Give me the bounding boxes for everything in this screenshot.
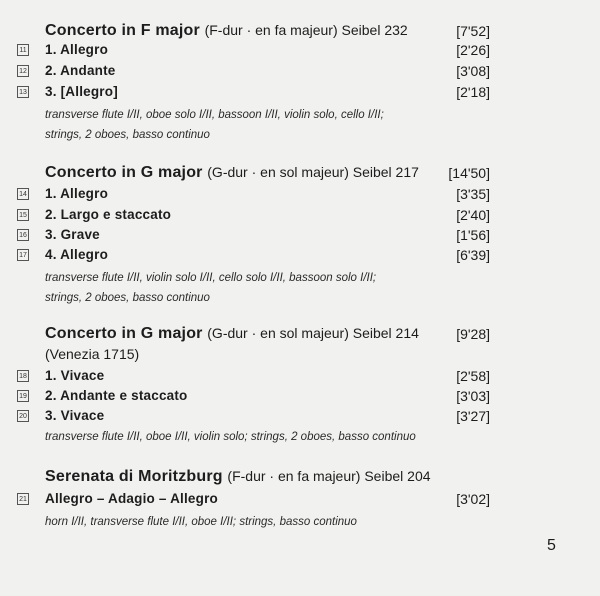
track-time: [3'27]: [456, 408, 490, 424]
instrumentation: [45, 512, 465, 532]
work-subtitle: (Venezia 1715): [45, 346, 140, 362]
track-title: 2. Andante e staccato: [45, 388, 188, 403]
track-row: [0, 367, 600, 387]
work-key-note: (G-dur · en sol majeur) Seibel 217: [207, 164, 419, 180]
track-title: 1. Vivace: [45, 368, 105, 383]
work-title: [45, 325, 419, 343]
work-key-note: (F-dur · en fa majeur) Seibel 204: [227, 468, 431, 484]
track-time: [2'40]: [456, 207, 490, 223]
track-row: [0, 185, 600, 205]
track-number-icon: 13: [17, 86, 29, 98]
work-heading: [0, 164, 600, 186]
instrumentation-line: transverse flute I/II, violin solo I/II, cello solo I/II, bassoon solo I/II;: [45, 272, 377, 284]
instrumentation-line: transverse flute I/II, oboe I/II, violin solo; strings, 2 oboes, basso continuo: [45, 431, 416, 443]
work-key-note: (F-dur · en fa majeur) Seibel 232: [204, 22, 408, 38]
track-time: [3'03]: [456, 388, 490, 404]
work-total-time: [9'28]: [456, 326, 490, 342]
instrumentation: [45, 427, 465, 447]
track-title: 4. Allegro: [45, 247, 109, 262]
track-row: [0, 62, 600, 82]
work-title: [45, 22, 408, 40]
work-title-text: Concerto in G major: [45, 325, 203, 342]
instrumentation: [45, 268, 465, 308]
track-time: [3'35]: [456, 186, 490, 202]
track-row: [0, 246, 600, 266]
track-title: 2. Andante: [45, 63, 116, 78]
instrumentation-line: strings, 2 oboes, basso continuo: [45, 129, 210, 141]
page-number: 5: [547, 537, 556, 554]
instrumentation-line: strings, 2 oboes, basso continuo: [45, 292, 210, 304]
track-title: 2. Largo e staccato: [45, 207, 172, 222]
work-title-text: Concerto in F major: [45, 22, 200, 39]
track-time: [6'39]: [456, 247, 490, 263]
track-time: [2'26]: [456, 42, 490, 58]
track-title: 3. Grave: [45, 227, 100, 242]
track-time: [1'56]: [456, 227, 490, 243]
track-title: Allegro – Adagio – Allegro: [45, 491, 218, 506]
work-title: [45, 468, 431, 486]
track-number-icon: 21: [17, 493, 29, 505]
track-time: [2'18]: [456, 84, 490, 100]
instrumentation: [45, 105, 465, 145]
work-section: [0, 22, 600, 141]
work-section: [0, 325, 600, 443]
instrumentation-line: horn I/II, transverse flute I/II, oboe I/II; strings, basso continuo: [45, 516, 357, 528]
track-number-icon: 11: [17, 44, 29, 56]
track-number-icon: 19: [17, 390, 29, 402]
track-row: [0, 490, 600, 510]
work-heading: [0, 325, 600, 347]
work-section: [0, 164, 600, 304]
track-number-icon: 18: [17, 370, 29, 382]
work-title-text: Concerto in G major: [45, 164, 203, 181]
track-number-icon: 20: [17, 410, 29, 422]
track-row: [0, 41, 600, 61]
track-title: 1. Allegro: [45, 42, 109, 57]
track-title: 3. Vivace: [45, 408, 105, 423]
track-number-icon: 17: [17, 249, 29, 261]
work-title: [45, 164, 419, 182]
track-row: [0, 226, 600, 246]
work-total-time: [14'50]: [448, 165, 490, 181]
work-section: [0, 468, 600, 528]
track-number-icon: 16: [17, 229, 29, 241]
track-time: [3'02]: [456, 491, 490, 507]
work-heading: [0, 468, 600, 490]
track-number-icon: 15: [17, 209, 29, 221]
track-title: 1. Allegro: [45, 186, 109, 201]
track-time: [3'08]: [456, 63, 490, 79]
work-total-time: [7'52]: [456, 23, 490, 39]
track-number-icon: 12: [17, 65, 29, 77]
work-key-note: (G-dur · en sol majeur) Seibel 214: [207, 325, 419, 341]
track-row: [0, 387, 600, 407]
track-row: [0, 83, 600, 103]
track-number-icon: 14: [17, 188, 29, 200]
track-row: [0, 206, 600, 226]
track-row: [0, 407, 600, 427]
track-title: 3. [Allegro]: [45, 84, 118, 99]
work-title-text: Serenata di Moritzburg: [45, 468, 223, 485]
track-time: [2'58]: [456, 368, 490, 384]
instrumentation-line: transverse flute I/II, oboe solo I/II, bassoon I/II, violin solo, cello I/II;: [45, 109, 384, 121]
